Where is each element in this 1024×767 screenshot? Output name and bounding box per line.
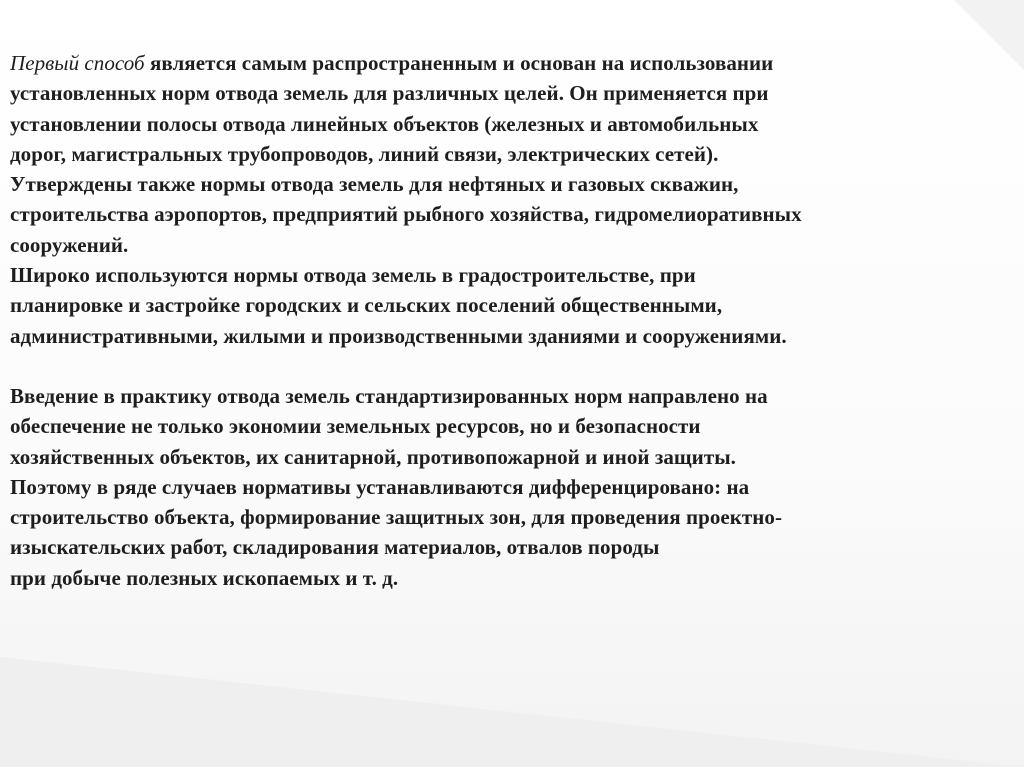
paragraph-3-line: Введение в практику отвода земель стандартизированных норм направлено на xyxy=(10,383,768,408)
paragraph-1-line: установлении полосы отвода линейных объектов (железных и автомобильных xyxy=(10,111,759,136)
paragraph-1-line: дорог, магистральных трубопроводов, линий связи, электрических сетей). xyxy=(10,141,719,166)
paragraph-2-line: административными, жилыми и производственными зданиями и сооружениями. xyxy=(10,323,787,348)
corner-decoration-bottom xyxy=(0,657,1024,767)
slide-text xyxy=(10,48,1010,593)
paragraph-1-line xyxy=(10,48,1010,78)
paragraph-1-italic-lead: Первый способ xyxy=(10,51,145,75)
paragraph-1-line-text: является самым распространенным и основан на использовании xyxy=(144,51,774,75)
paragraph-3-line: Поэтому в ряде случаев нормативы устанавливаются дифференцировано: на xyxy=(10,474,750,499)
paragraph-3-line: обеспечение не только экономии земельных ресурсов, но и безопасности xyxy=(10,414,701,439)
paragraph-3-line: изыскательских работ, складирования материалов, отвалов породы xyxy=(10,535,660,560)
paragraph-1-line: установленных норм отвода земель для различных целей. Он применяется при xyxy=(10,81,769,106)
paragraph-3-line: строительство объекта, формирование защитных зон, для проведения проектно- xyxy=(10,505,783,530)
paragraph-spacer xyxy=(10,351,1010,381)
paragraph-1-line: Утверждены также нормы отвода земель для нефтяных и газовых скважин, xyxy=(10,172,739,197)
paragraph-1-line: строительства аэропортов, предприятий рыбного хозяйства, гидромелиоративных xyxy=(10,202,802,227)
paragraph-1-line: сооружений. xyxy=(10,232,129,257)
paragraph-2-line: Широко используются нормы отвода земель в градостроительстве, при xyxy=(10,263,696,288)
paragraph-3-line: хозяйственных объектов, их санитарной, противопожарной и иной защиты. xyxy=(10,444,736,469)
paragraph-2-line: планировке и застройке городских и сельских поселений общественными, xyxy=(10,293,723,318)
paragraph-3-line: при добыче полезных ископаемых и т. д. xyxy=(10,565,399,590)
